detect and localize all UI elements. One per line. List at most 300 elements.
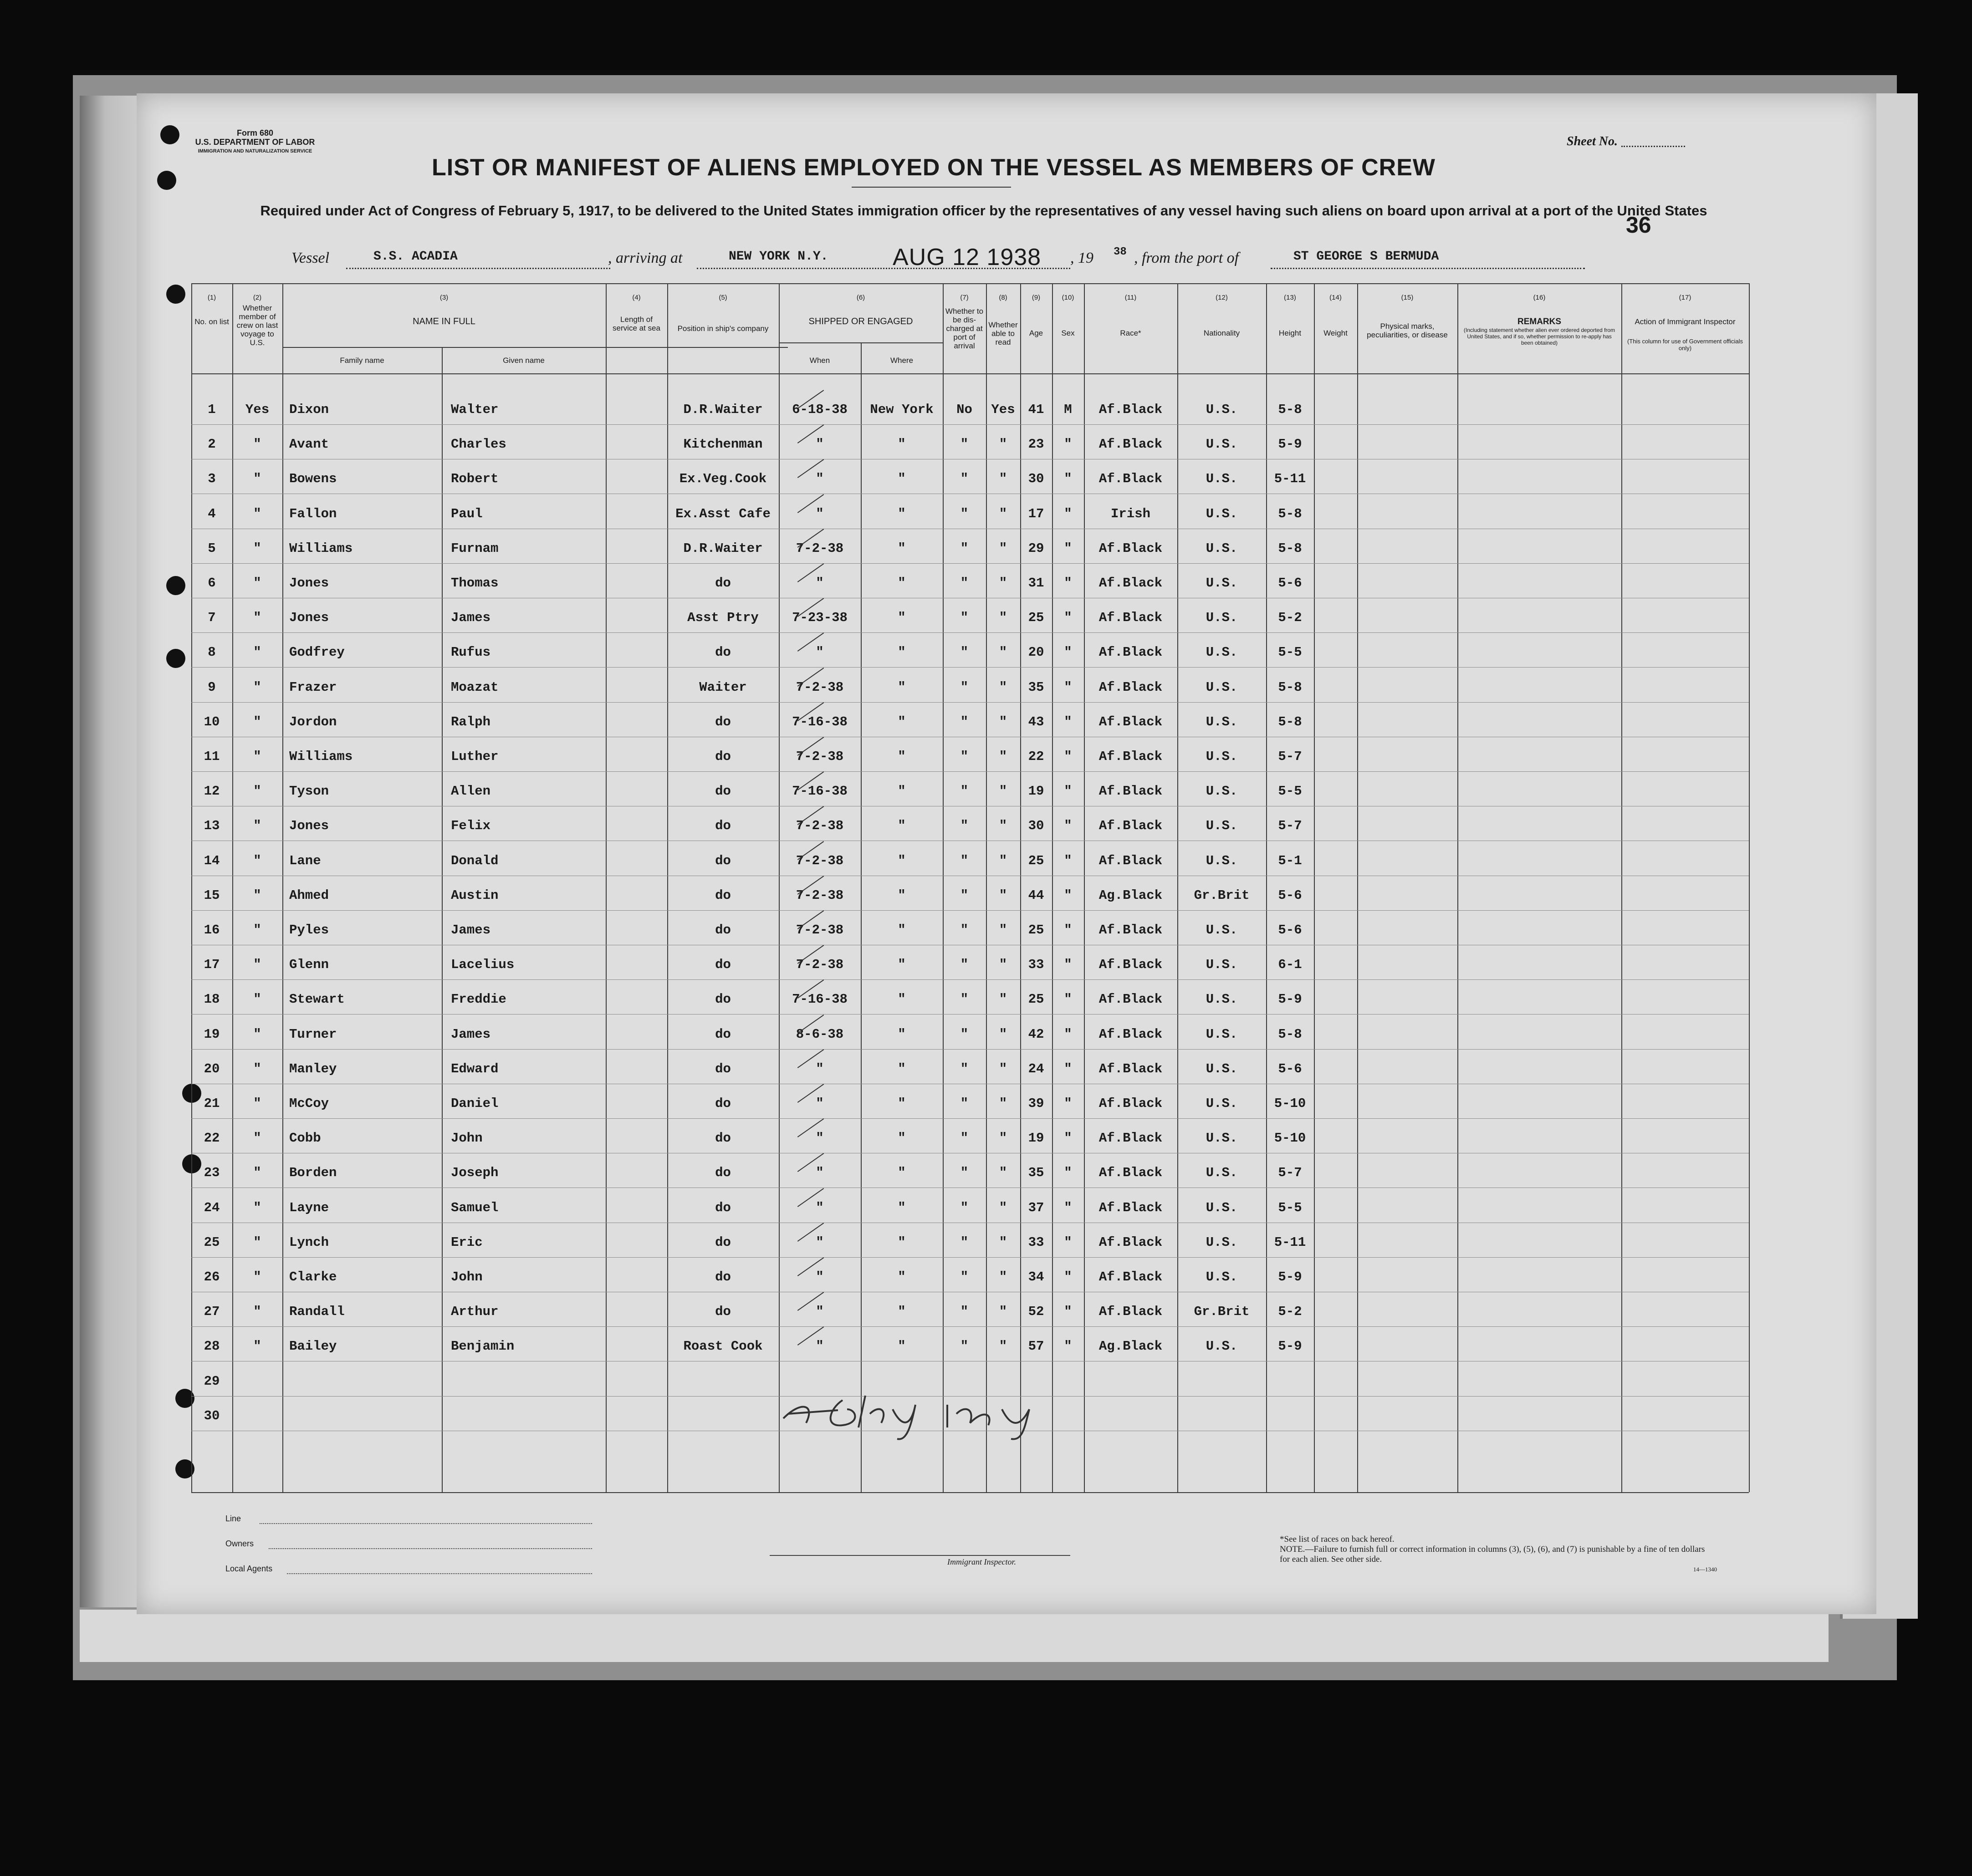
row-where: " bbox=[898, 1061, 906, 1076]
row-when: 7-16-38 bbox=[792, 784, 848, 799]
row-given-name: Austin bbox=[451, 887, 499, 903]
sheet-binding-edge bbox=[80, 96, 143, 1607]
row-race: Af.Black bbox=[1098, 1061, 1163, 1076]
row-given-name: Joseph bbox=[451, 1165, 499, 1181]
row-race: Af.Black bbox=[1098, 540, 1163, 556]
header-nationality: Nationality bbox=[1203, 329, 1240, 337]
table-row bbox=[191, 427, 1749, 462]
row-sex: " bbox=[1064, 645, 1072, 660]
row-sex: " bbox=[1064, 784, 1072, 799]
row-position: do bbox=[715, 749, 731, 764]
table-row bbox=[191, 774, 1749, 809]
table-top-rule bbox=[191, 283, 1749, 284]
row-able-read: " bbox=[999, 1339, 1007, 1354]
row-when: " bbox=[816, 1234, 824, 1250]
row-race: Af.Black bbox=[1098, 853, 1163, 868]
row-member bbox=[232, 1399, 282, 1433]
row-given-name: Robert bbox=[451, 471, 499, 487]
note-penalty: NOTE.—Failure to furnish full or correct information in columns (3), (5), (6), and (7) is punishable by a fine of ten dollars for each alien. See other side. bbox=[1280, 1545, 1705, 1564]
row-age: 57 bbox=[1028, 1339, 1044, 1354]
binder-hole bbox=[157, 171, 176, 190]
row-discharged: " bbox=[960, 540, 969, 556]
row-able-read: " bbox=[999, 1234, 1007, 1250]
row-when: 7-2-38 bbox=[796, 540, 844, 556]
row-nationality: U.S. bbox=[1206, 1096, 1238, 1111]
row-member: " bbox=[253, 784, 261, 799]
row-age: 29 bbox=[1028, 540, 1044, 556]
row-sex: " bbox=[1064, 923, 1072, 938]
row-family-name: Stewart bbox=[289, 992, 345, 1007]
row-member: " bbox=[253, 1026, 261, 1042]
row-nationality: U.S. bbox=[1206, 749, 1238, 764]
row-when: 7-2-38 bbox=[796, 818, 844, 834]
row-able-read: " bbox=[999, 1061, 1007, 1076]
row-discharged: " bbox=[960, 992, 969, 1007]
row-family-name: Williams bbox=[289, 749, 353, 764]
row-where: " bbox=[898, 471, 906, 487]
print-code: 14—1340 bbox=[1693, 1566, 1717, 1573]
note-races: *See list of races on back hereof. bbox=[1280, 1534, 1395, 1544]
row-discharged: " bbox=[960, 749, 969, 764]
row-no: 26 bbox=[204, 1269, 220, 1285]
footer-owners-label: Owners bbox=[225, 1539, 254, 1548]
row-discharged: " bbox=[960, 610, 969, 626]
col-num-11: (11) bbox=[1124, 294, 1137, 301]
row-discharged: " bbox=[960, 957, 969, 973]
row-family-name: Layne bbox=[289, 1200, 329, 1215]
row-given-name: Moazat bbox=[451, 679, 499, 695]
row-position bbox=[667, 1364, 779, 1399]
header-age: Age bbox=[1029, 329, 1043, 337]
row-where: " bbox=[898, 645, 906, 660]
row-family-name: Bowens bbox=[289, 471, 337, 487]
col-num-10: (10) bbox=[1062, 294, 1074, 301]
row-member: " bbox=[253, 1096, 261, 1111]
row-race: Ag.Black bbox=[1098, 887, 1163, 903]
footer-line-label: Line bbox=[225, 1514, 241, 1523]
row-no: 13 bbox=[204, 818, 220, 834]
header-height: Height bbox=[1278, 329, 1302, 337]
row-where: " bbox=[898, 923, 906, 938]
row-when: " bbox=[816, 471, 824, 487]
row-when: 7-2-38 bbox=[796, 887, 844, 903]
row-height: 5-8 bbox=[1278, 1026, 1302, 1042]
row-position: Roast Cook bbox=[683, 1339, 763, 1354]
row-able-read: " bbox=[999, 1165, 1007, 1181]
row-family-name: Bailey bbox=[289, 1339, 337, 1354]
row-family-name: Jones bbox=[289, 576, 329, 591]
row-given-name: Charles bbox=[451, 437, 506, 452]
row-able-read: " bbox=[999, 610, 1007, 626]
row-position: do bbox=[715, 645, 731, 660]
row-age: 25 bbox=[1028, 992, 1044, 1007]
row-nationality: U.S. bbox=[1206, 576, 1238, 591]
row-position: do bbox=[715, 1269, 731, 1285]
table-row bbox=[191, 913, 1749, 948]
header-given-name: Given name bbox=[503, 356, 545, 365]
row-able-read: " bbox=[999, 1026, 1007, 1042]
row-given-name: Paul bbox=[451, 506, 483, 521]
row-family-name: Jones bbox=[289, 818, 329, 834]
row-family-name: Clarke bbox=[289, 1269, 337, 1285]
row-no: 29 bbox=[204, 1373, 220, 1389]
inspector-signature bbox=[774, 1382, 1102, 1441]
row-race: Af.Black bbox=[1098, 957, 1163, 973]
row-given-name bbox=[451, 1364, 606, 1399]
row-race: Af.Black bbox=[1098, 1131, 1163, 1146]
row-race: Af.Black bbox=[1098, 818, 1163, 834]
row-position: Waiter bbox=[699, 679, 747, 695]
row-where: " bbox=[898, 679, 906, 695]
row-family-name: Lynch bbox=[289, 1234, 329, 1250]
row-given-name: Felix bbox=[451, 818, 491, 834]
header-when: When bbox=[809, 356, 830, 365]
col-num-15: (15) bbox=[1401, 294, 1414, 301]
row-able-read: " bbox=[999, 506, 1007, 521]
row-position: do bbox=[715, 784, 731, 799]
row-sex: " bbox=[1064, 1061, 1072, 1076]
row-family-name: Turner bbox=[289, 1026, 337, 1042]
col-rule bbox=[1749, 283, 1750, 1492]
page-title: LIST OR MANIFEST OF ALIENS EMPLOYED ON THE VESSEL AS MEMBERS OF CREW bbox=[432, 154, 1436, 181]
row-where: " bbox=[898, 1026, 906, 1042]
row-discharged: " bbox=[960, 437, 969, 452]
row-family-name: Godfrey bbox=[289, 645, 345, 660]
row-race: Ag.Black bbox=[1098, 1339, 1163, 1354]
table-row bbox=[191, 705, 1749, 739]
row-age: 30 bbox=[1028, 471, 1044, 487]
col-num-17: (17) bbox=[1679, 294, 1691, 301]
row-no: 19 bbox=[204, 1026, 220, 1042]
col-num-9: (9) bbox=[1032, 294, 1041, 301]
service-name: IMMIGRATION AND NATURALIZATION SERVICE bbox=[198, 148, 312, 154]
row-where: " bbox=[898, 957, 906, 973]
row-age: 17 bbox=[1028, 506, 1044, 521]
row-sex: " bbox=[1064, 818, 1072, 834]
row-discharged: " bbox=[960, 784, 969, 799]
row-no: 2 bbox=[208, 437, 216, 452]
row-when: 6-18-38 bbox=[792, 402, 848, 417]
row-given-name: Lacelius bbox=[451, 957, 515, 973]
header-remarks: REMARKS bbox=[1517, 317, 1562, 326]
row-no: 15 bbox=[204, 887, 220, 903]
row-age: 25 bbox=[1028, 853, 1044, 868]
row-race: Af.Black bbox=[1098, 1165, 1163, 1181]
row-given-name: Luther bbox=[451, 749, 499, 764]
row-discharged: " bbox=[960, 1131, 969, 1146]
row-position: do bbox=[715, 1131, 731, 1146]
sheet-number-label: Sheet No. bbox=[1567, 134, 1618, 148]
row-sex: " bbox=[1064, 679, 1072, 695]
row-height: 5-9 bbox=[1278, 437, 1302, 452]
row-no: 28 bbox=[204, 1339, 220, 1354]
row-able-read: " bbox=[999, 437, 1007, 452]
row-when: " bbox=[816, 1200, 824, 1215]
table-row bbox=[191, 1156, 1749, 1190]
row-age: 33 bbox=[1028, 1234, 1044, 1250]
row-able-read: " bbox=[999, 853, 1007, 868]
row-position: do bbox=[715, 853, 731, 868]
row-discharged: " bbox=[960, 1269, 969, 1285]
row-sex: " bbox=[1064, 1131, 1072, 1146]
row-height: 5-6 bbox=[1278, 576, 1302, 591]
row-no: 9 bbox=[208, 679, 216, 695]
row-discharged: No bbox=[956, 402, 972, 417]
row-sex: " bbox=[1064, 853, 1072, 868]
row-no: 4 bbox=[208, 506, 216, 521]
row-no: 5 bbox=[208, 540, 216, 556]
row-member: " bbox=[253, 957, 261, 973]
col-num-14: (14) bbox=[1329, 294, 1342, 301]
row-member: Yes bbox=[245, 402, 270, 417]
row-given-name: Eric bbox=[451, 1234, 483, 1250]
row-where: " bbox=[898, 610, 906, 626]
row-nationality bbox=[1177, 1364, 1266, 1399]
row-when: 8-6-38 bbox=[796, 1026, 844, 1042]
col-num-7: (7) bbox=[960, 294, 969, 301]
table-row bbox=[191, 739, 1749, 774]
row-member: " bbox=[253, 1269, 261, 1285]
row-member: " bbox=[253, 923, 261, 938]
arrival-year: 38 bbox=[1114, 246, 1127, 258]
table-row bbox=[191, 1260, 1749, 1295]
row-discharged: " bbox=[960, 1061, 969, 1076]
row-able-read: " bbox=[999, 887, 1007, 903]
row-race: Af.Black bbox=[1098, 923, 1163, 938]
row-nationality: U.S. bbox=[1206, 714, 1238, 729]
row-race: Af.Black bbox=[1098, 645, 1163, 660]
row-given-name: Furnam bbox=[451, 540, 499, 556]
row-nationality: U.S. bbox=[1206, 402, 1238, 417]
row-sex: " bbox=[1064, 887, 1072, 903]
row-given-name: Donald bbox=[451, 853, 499, 868]
row-nationality: U.S. bbox=[1206, 818, 1238, 834]
row-discharged: " bbox=[960, 1165, 969, 1181]
row-discharged: " bbox=[960, 887, 969, 903]
arrival-date-stamp: AUG 12 1938 bbox=[893, 244, 1042, 270]
row-position: do bbox=[715, 887, 731, 903]
row-height: 5-5 bbox=[1278, 645, 1302, 660]
row-family-name: Dixon bbox=[289, 402, 329, 417]
row-nationality: U.S. bbox=[1206, 1269, 1238, 1285]
row-family-name bbox=[289, 1399, 442, 1433]
row-member: " bbox=[253, 1200, 261, 1215]
row-no: 11 bbox=[204, 749, 220, 764]
table-row bbox=[191, 1329, 1749, 1364]
row-where: " bbox=[898, 437, 906, 452]
table-bottom-rule bbox=[191, 1492, 1749, 1493]
row-nationality: Gr.Brit bbox=[1194, 887, 1250, 903]
row-member bbox=[232, 1364, 282, 1399]
row-no: 1 bbox=[208, 402, 216, 417]
row-discharged: " bbox=[960, 1339, 969, 1354]
row-family-name: Lane bbox=[289, 853, 321, 868]
row-able-read: " bbox=[999, 957, 1007, 973]
row-position: do bbox=[715, 1061, 731, 1076]
row-where: " bbox=[898, 749, 906, 764]
row-able-read: " bbox=[999, 576, 1007, 591]
row-position: do bbox=[715, 923, 731, 938]
row-discharged: " bbox=[960, 645, 969, 660]
row-race: Af.Black bbox=[1098, 1269, 1163, 1285]
row-where: " bbox=[898, 1339, 906, 1354]
row-family-name: Fallon bbox=[289, 506, 337, 521]
row-where: " bbox=[898, 1165, 906, 1181]
row-height: 5-9 bbox=[1278, 1269, 1302, 1285]
col-num-12: (12) bbox=[1216, 294, 1228, 301]
row-race: Af.Black bbox=[1098, 437, 1163, 452]
row-able-read: " bbox=[999, 471, 1007, 487]
row-no: 18 bbox=[204, 992, 220, 1007]
arrival-port: NEW YORK N.Y. bbox=[729, 250, 828, 264]
table-row bbox=[191, 670, 1749, 705]
row-height: 5-8 bbox=[1278, 714, 1302, 729]
row-position: do bbox=[715, 1304, 731, 1320]
row-height: 5-7 bbox=[1278, 749, 1302, 764]
row-position: do bbox=[715, 1165, 731, 1181]
row-height: 5-1 bbox=[1278, 853, 1302, 868]
row-where: " bbox=[898, 576, 906, 591]
row-nationality: U.S. bbox=[1206, 957, 1238, 973]
row-member: " bbox=[253, 714, 261, 729]
row-given-name: Benjamin bbox=[451, 1339, 515, 1354]
row-family-name: Frazer bbox=[289, 679, 337, 695]
row-position: do bbox=[715, 1026, 731, 1042]
row-given-name: James bbox=[451, 610, 491, 626]
binder-hole bbox=[166, 576, 185, 595]
header-race: Race* bbox=[1120, 329, 1141, 337]
header-shipped: SHIPPED OR ENGAGED bbox=[808, 316, 913, 326]
department-name: U.S. DEPARTMENT OF LABOR bbox=[195, 138, 315, 147]
row-able-read: " bbox=[999, 1304, 1007, 1320]
header-family-name: Family name bbox=[340, 356, 384, 365]
row-when: 7-16-38 bbox=[792, 992, 848, 1007]
header-name-in-full: NAME IN FULL bbox=[413, 316, 475, 326]
row-able-read: " bbox=[999, 749, 1007, 764]
row-age: 24 bbox=[1028, 1061, 1044, 1076]
footer-agents-field bbox=[287, 1573, 592, 1574]
row-no: 21 bbox=[204, 1096, 220, 1111]
row-position: Ex.Veg.Cook bbox=[679, 471, 767, 487]
row-height: 5-9 bbox=[1278, 992, 1302, 1007]
row-family-name: Ahmed bbox=[289, 887, 329, 903]
row-age: 22 bbox=[1028, 749, 1044, 764]
row-given-name: Daniel bbox=[451, 1096, 499, 1111]
binder-hole bbox=[160, 125, 179, 144]
row-nationality: U.S. bbox=[1206, 1061, 1238, 1076]
row-sex: " bbox=[1064, 540, 1072, 556]
row-where: " bbox=[898, 506, 906, 521]
row-when: 7-2-38 bbox=[796, 923, 844, 938]
table-row bbox=[191, 1017, 1749, 1052]
footer-line-field bbox=[260, 1523, 592, 1524]
row-nationality: U.S. bbox=[1206, 1200, 1238, 1215]
table-row bbox=[191, 1121, 1749, 1156]
row-age: 30 bbox=[1028, 818, 1044, 834]
row-sex: " bbox=[1064, 1304, 1072, 1320]
table-row bbox=[191, 1052, 1749, 1086]
row-position: do bbox=[715, 818, 731, 834]
row-race: Irish bbox=[1110, 506, 1150, 521]
col-num-16: (16) bbox=[1533, 294, 1546, 301]
row-age: 33 bbox=[1028, 957, 1044, 973]
row-height: 5-10 bbox=[1274, 1096, 1306, 1111]
row-discharged: " bbox=[960, 576, 969, 591]
sheet-stamp-number: 36 bbox=[1626, 212, 1651, 238]
row-sex: " bbox=[1064, 471, 1072, 487]
col-num-6: (6) bbox=[856, 294, 865, 301]
row-no: 8 bbox=[208, 645, 216, 660]
row-family-name: Jordon bbox=[289, 714, 337, 729]
row-sex: M bbox=[1064, 402, 1072, 417]
row-age: 25 bbox=[1028, 610, 1044, 626]
table-row bbox=[191, 462, 1749, 496]
row-sex: " bbox=[1064, 1200, 1072, 1215]
header-able-read: Whether able to read bbox=[988, 321, 1018, 347]
row-family-name bbox=[289, 1364, 442, 1399]
row-discharged: " bbox=[960, 1304, 969, 1320]
row-position: Kitchenman bbox=[683, 437, 763, 452]
row-position: do bbox=[715, 957, 731, 973]
table-row bbox=[191, 635, 1749, 670]
row-when: " bbox=[816, 437, 824, 452]
row-member: " bbox=[253, 992, 261, 1007]
row-race: Af.Black bbox=[1098, 784, 1163, 799]
row-position: Ex.Asst Cafe bbox=[675, 506, 771, 521]
row-where: " bbox=[898, 887, 906, 903]
row-position: do bbox=[715, 992, 731, 1007]
header-where: Where bbox=[890, 356, 914, 365]
row-able-read: Yes bbox=[991, 402, 1015, 417]
row-race: Af.Black bbox=[1098, 471, 1163, 487]
row-position: do bbox=[715, 576, 731, 591]
row-when: " bbox=[816, 1165, 824, 1181]
row-when: 7-2-38 bbox=[796, 679, 844, 695]
row-family-name: Pyles bbox=[289, 923, 329, 938]
row-no: 22 bbox=[204, 1131, 220, 1146]
header-whether-member: Whether member of crew on last voyage to U.S. bbox=[236, 304, 278, 347]
table-row bbox=[191, 844, 1749, 878]
row-age: 19 bbox=[1028, 1131, 1044, 1146]
row-when: " bbox=[816, 645, 824, 660]
row-discharged: " bbox=[960, 1234, 969, 1250]
name-rule bbox=[282, 347, 788, 348]
table-row bbox=[191, 531, 1749, 566]
row-able-read: " bbox=[999, 923, 1007, 938]
row-height: 5-11 bbox=[1274, 471, 1306, 487]
row-family-name: McCoy bbox=[289, 1096, 329, 1111]
row-when: " bbox=[816, 576, 824, 591]
row-age: 37 bbox=[1028, 1200, 1044, 1215]
row-sex: " bbox=[1064, 714, 1072, 729]
row-height: 5-8 bbox=[1278, 506, 1302, 521]
header-action-sub: (This column for use of Government officials only) bbox=[1627, 338, 1743, 352]
row-family-name: Cobb bbox=[289, 1131, 321, 1146]
row-able-read: " bbox=[999, 679, 1007, 695]
row-sex: " bbox=[1064, 437, 1072, 452]
row-given-name: Samuel bbox=[451, 1200, 499, 1215]
row-discharged: " bbox=[960, 1096, 969, 1111]
form-number: Form 680 bbox=[236, 128, 274, 138]
row-given-name: Ralph bbox=[451, 714, 491, 729]
col-num-1: (1) bbox=[207, 294, 216, 301]
table-row bbox=[191, 1225, 1749, 1260]
row-when: 7-2-38 bbox=[796, 957, 844, 973]
table-row bbox=[191, 1086, 1749, 1121]
row-able-read: " bbox=[999, 540, 1007, 556]
row-sex: " bbox=[1064, 1026, 1072, 1042]
row-given-name: Edward bbox=[451, 1061, 499, 1076]
